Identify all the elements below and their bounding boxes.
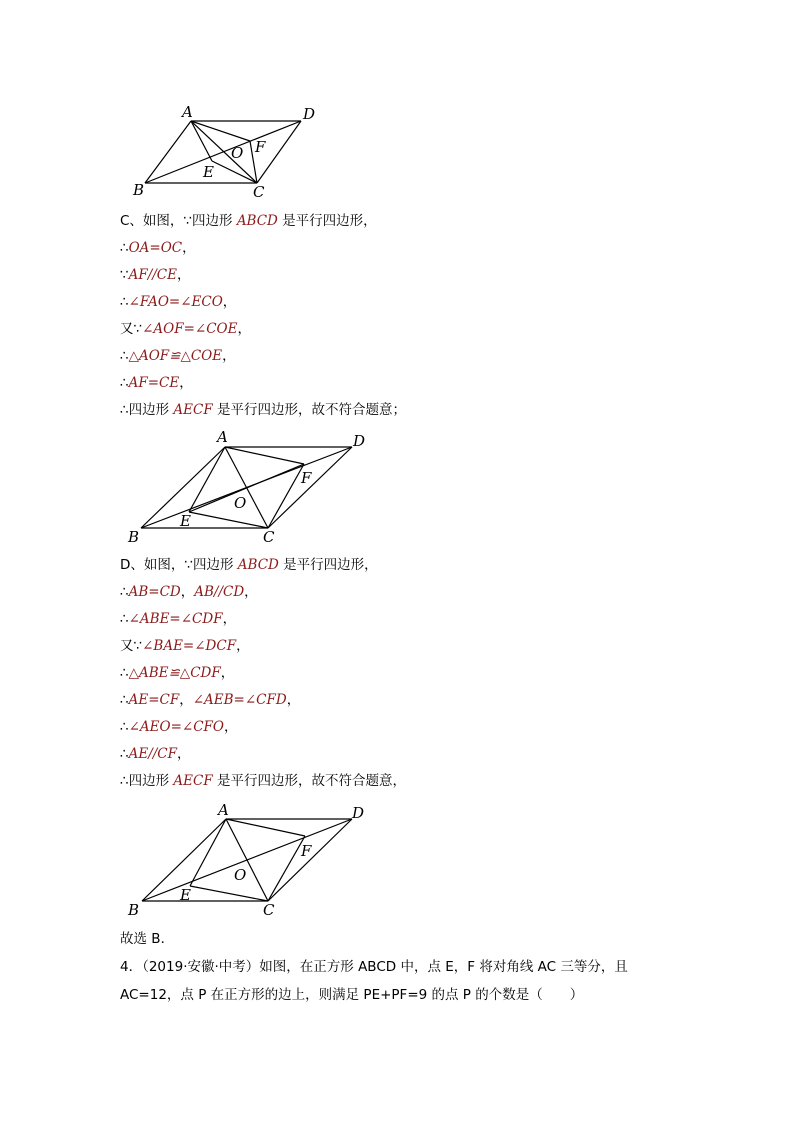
text-line: ∴△AOF≌△COE， [120, 348, 236, 364]
question-4-line-2: AC=12，点 P 在正方形的边上，则满足 PE+PF=9 的点 P 的个数是（ ） [120, 987, 584, 1003]
text-line: C、如图，∵四边形 ABCD 是平行四边形， [120, 213, 377, 229]
text-line: ∴∠ABE=∠CDF， [120, 611, 237, 627]
label-b: B [128, 528, 140, 546]
label-c: C [263, 901, 275, 919]
text-line: ∴四边形 AECF 是平行四边形，故不符合题意； [120, 402, 406, 418]
label-b: B [128, 901, 140, 919]
label-o: O [231, 144, 244, 162]
label-e: E [203, 163, 214, 181]
label-f: F [301, 469, 312, 487]
text-line: 又∵∠BAE=∠DCF， [120, 638, 250, 654]
text-line: ∴AF=CE， [120, 375, 193, 391]
text-line: ∴OA=OC， [120, 240, 196, 256]
label-b: B [133, 181, 145, 199]
label-e: E [180, 886, 191, 904]
label-c: C [253, 183, 265, 201]
label-a: A [182, 103, 193, 121]
figure-parallelogram-2 [0, 420, 794, 550]
question-4-line-1: 4．（2019·安徽·中考）如图，在正方形 ABCD 中，点 E，F 将对角线 AC 三等分，且 [120, 959, 628, 975]
label-o: O [234, 494, 247, 512]
label-a: A [217, 428, 228, 446]
answer-line: 故选 B． [120, 931, 175, 947]
text-line: ∵AF//CE， [120, 267, 191, 283]
figure-parallelogram-1 [0, 0, 794, 200]
label-f: F [255, 138, 266, 156]
text-line: ∴∠FAO=∠ECO， [120, 294, 237, 310]
label-d: D [303, 105, 316, 123]
label-d: D [352, 804, 365, 822]
text-line: ∴AB=CD，AB//CD， [120, 584, 258, 600]
text-line: ∴∠AEO=∠CFO， [120, 719, 238, 735]
label-d: D [353, 432, 366, 450]
label-f: F [301, 842, 312, 860]
text-line: ∴AE//CF， [120, 746, 191, 762]
text-line: 又∵∠AOF=∠COE， [120, 321, 251, 337]
text-line: D、如图，∵四边形 ABCD 是平行四边形， [120, 557, 378, 573]
text-line: ∴AE=CF，∠AEB=∠CFD， [120, 692, 301, 708]
text-line: ∴四边形 AECF 是平行四边形，故不符合题意， [120, 773, 406, 789]
text-line: ∴△ABE≌△CDF， [120, 665, 235, 681]
label-o: O [234, 866, 247, 884]
figure-parallelogram-3 [0, 795, 794, 925]
label-a: A [218, 801, 229, 819]
label-c: C [263, 528, 275, 546]
label-e: E [180, 512, 191, 530]
